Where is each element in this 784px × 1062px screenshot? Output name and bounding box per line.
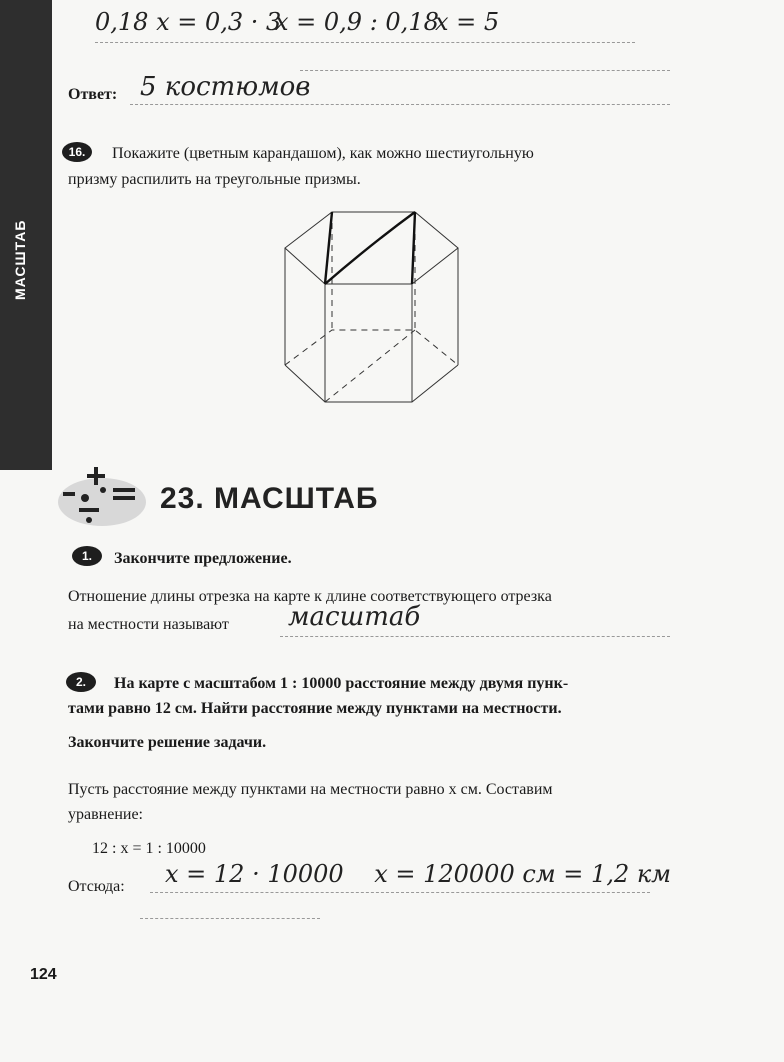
task-2-underline-2 (140, 918, 320, 919)
task-16-badge: 16. (62, 142, 92, 162)
side-tab-label: МАСШТАБ (12, 219, 28, 300)
hexagonal-prism-figure (270, 200, 470, 415)
work-line-1: 0,18 x = 0,3 · 3 (95, 8, 282, 36)
work-underline (95, 42, 635, 43)
task-16-line-1: Покажите (цветным карандашом), как можно шестиугольную (112, 145, 534, 162)
task-2-solution-line-1: Пусть расстояние между пунктами на местности равно x см. Составим (68, 781, 553, 798)
task-2-handwritten: x = 12 · 10000 x = 120000 см = 1,2 км (165, 860, 672, 888)
answer-label: Ответ: (68, 86, 118, 103)
task-2-line-2: тами равно 12 см. Найти расстояние между пунктами на местности. (68, 700, 562, 717)
task-2-solution-line-2: уравнение: (68, 806, 143, 823)
task-2-underline (150, 892, 650, 893)
page-number: 124 (30, 966, 57, 983)
cut-line-1 (325, 212, 332, 284)
answer-handwritten: 5 костюмов (140, 72, 311, 102)
prism-top-face (285, 212, 458, 284)
task-1-badge: 1. (72, 546, 102, 566)
work-line-3: x = 5 (435, 8, 500, 36)
prism-hidden-bottom (285, 330, 458, 365)
answer-underline (130, 104, 670, 105)
work-line-2: x = 0,9 : 0,18 (275, 8, 439, 36)
math-symbols-icon (55, 462, 150, 532)
task-2-from-label: Отсюда: (68, 878, 125, 895)
task-16-line-2: призму распилить на треугольные призмы. (68, 171, 361, 188)
prism-hidden-cut-bottom (325, 330, 415, 402)
task-2-line-1: На карте с масштабом 1 : 10000 расстояние между двумя пунк- (114, 675, 569, 692)
task-1-instruction: Закончите предложение. (114, 550, 292, 567)
task-1-line-2: на местности называют (68, 616, 229, 633)
task-2-equation: 12 : x = 1 : 10000 (92, 840, 206, 857)
task-2-badge: 2. (66, 672, 96, 692)
task-1-underline (280, 636, 670, 637)
cut-line-2 (325, 212, 415, 284)
prism-bottom-front (285, 365, 458, 402)
task-2-instruction: Закончите решение задачи. (68, 734, 267, 751)
cut-line-3 (412, 212, 415, 284)
task-1-handwritten: масштаб (288, 602, 421, 632)
task-1-line-1: Отношение длины отрезка на карте к длине соответствующего отрезка (68, 588, 552, 605)
section-title: 23. МАСШТАБ (160, 482, 379, 515)
work-underline-2 (300, 70, 670, 71)
